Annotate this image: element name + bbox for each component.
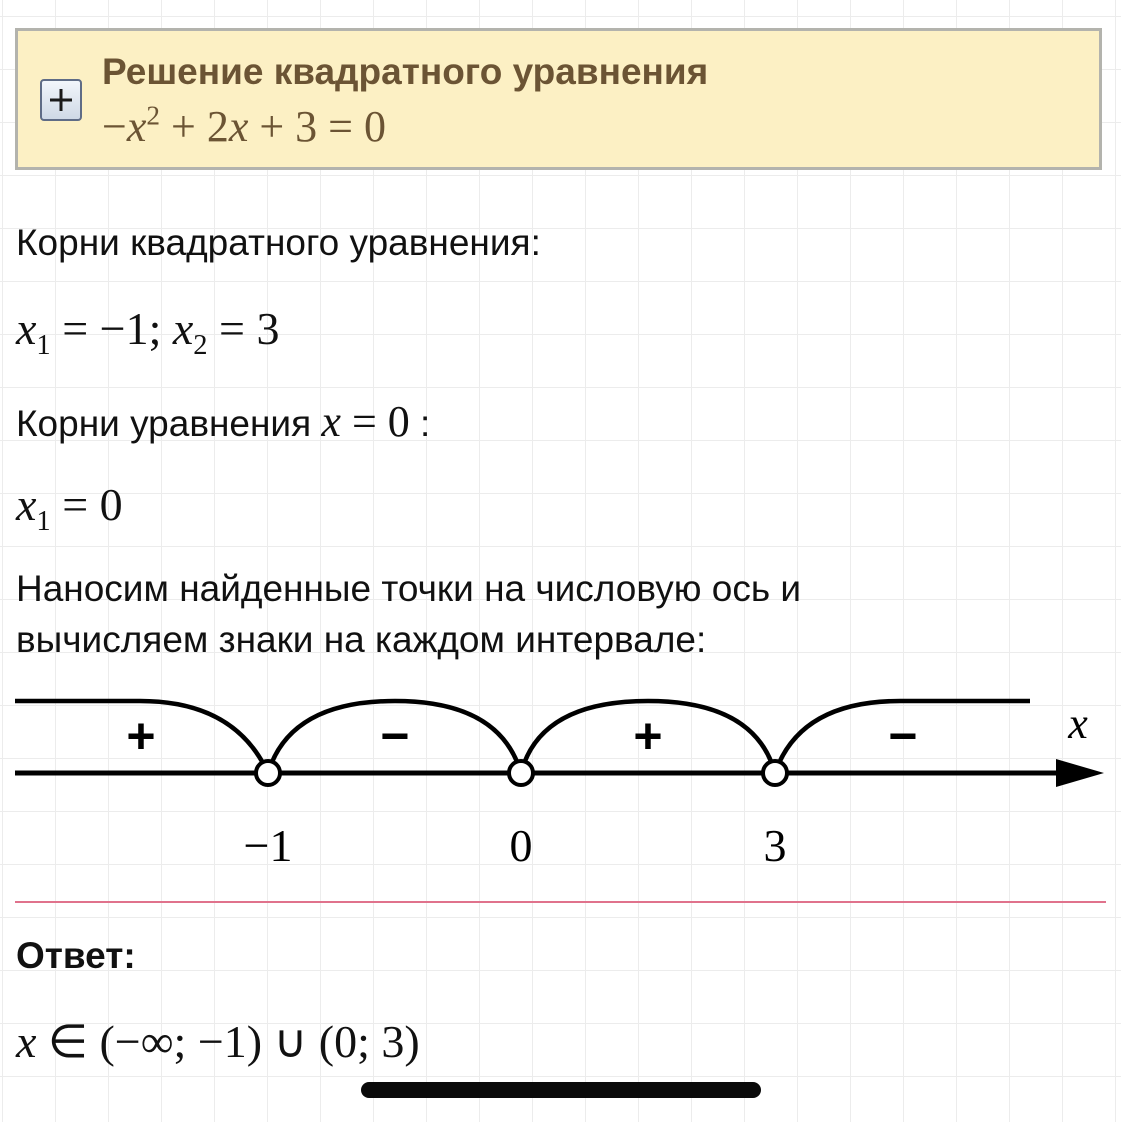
interval-sign-2: −: [380, 708, 410, 764]
instruction-line-2: вычисляем знаки на каждом интервале:: [16, 619, 707, 660]
open-point-0: [509, 761, 533, 785]
roots-quadratic-values: $x_1 = -1$; $x_2 = 3$: [16, 303, 280, 361]
home-indicator[interactable]: [361, 1082, 761, 1098]
roots-quadratic-label: Корни квадратного уравнения:: [16, 222, 541, 263]
number-line-diagram: [0, 680, 1121, 880]
divider-line: [15, 901, 1106, 903]
interval-sign-1: +: [126, 708, 156, 764]
answer-label: Ответ:: [16, 935, 136, 976]
open-point-3: [763, 761, 787, 785]
roots-linear-values: $x_1 = 0$: [16, 479, 123, 537]
plus-icon: [42, 81, 80, 119]
solution-header: [15, 28, 1102, 170]
answer-expression: x ∈ (−∞; −1) ∪ (0; 3): [16, 1016, 420, 1067]
header-equation: $-x^2 + 2x + 3 = 0$: [102, 100, 386, 151]
instruction-line-1: Наносим найденные точки на числовую ось и: [16, 568, 802, 609]
interval-sign-4: −: [888, 708, 918, 764]
axis-arrow: [1056, 759, 1104, 787]
point-label-3: 3: [763, 820, 787, 871]
open-point-minus-1: [256, 761, 280, 785]
header-title: Решение квадратного уравнения: [102, 51, 709, 92]
roots-linear-label: Корни уравнения x = 0 :: [16, 397, 431, 446]
axis-label: x: [1068, 699, 1088, 748]
expand-button[interactable]: [40, 79, 82, 121]
point-label-0: 0: [509, 820, 533, 871]
point-label-minus-1: −1: [243, 820, 293, 871]
interval-sign-3: +: [633, 708, 663, 764]
